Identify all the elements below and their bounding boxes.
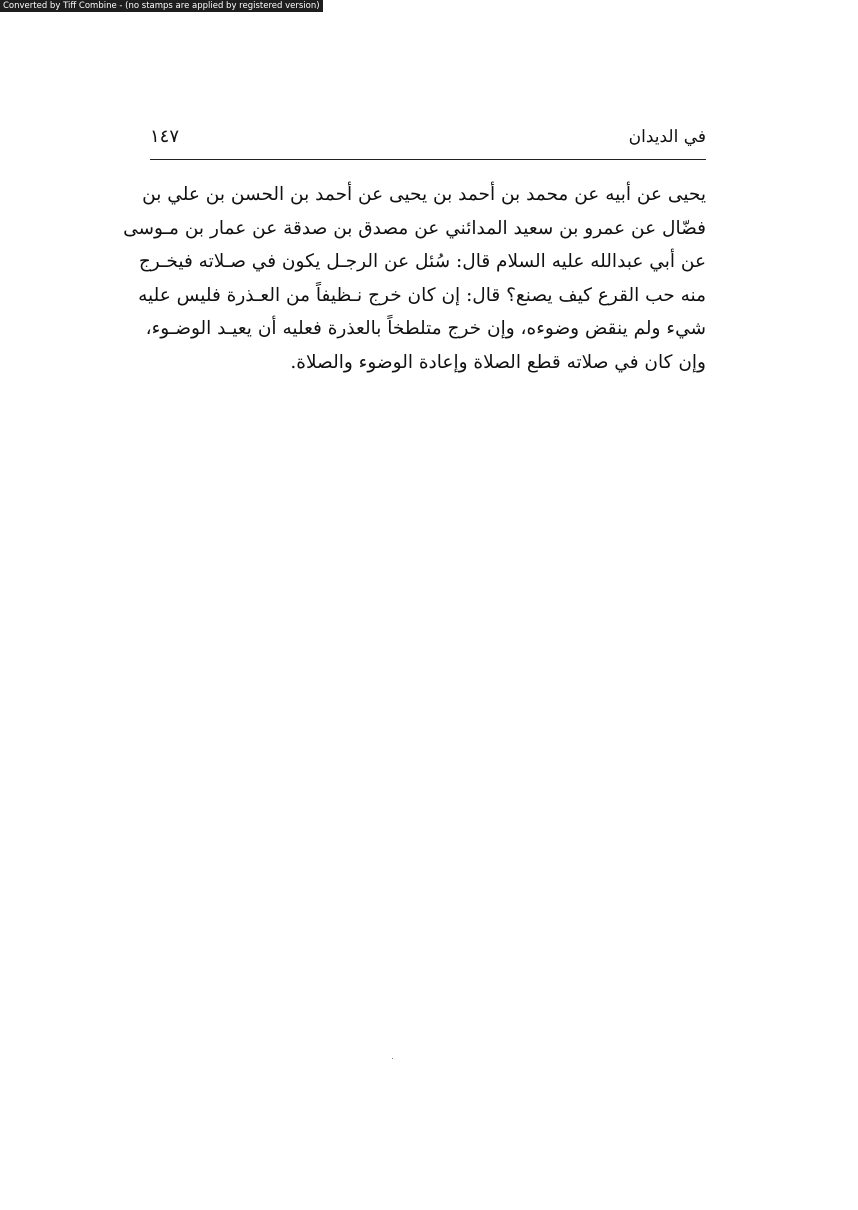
text-line: شيء ولم ينقض وضوءه، وإن خرج متلطخاً بالعذرة فعليه أن يعيـد الوضـوء، bbox=[145, 318, 706, 339]
page-header bbox=[150, 120, 706, 158]
page-number: ١٤٧ bbox=[150, 126, 180, 147]
body-paragraph bbox=[123, 178, 706, 379]
text-line: فضّال عن عمرو بن سعيد المدائني عن مصدق بن صدقة عن عمار بن مـوسى bbox=[123, 217, 706, 239]
scan-speck bbox=[392, 1058, 393, 1059]
conversion-stamp: Converted by Tiff Combine - (no stamps are applied by registered version) bbox=[0, 0, 323, 12]
running-title: في الديدان bbox=[628, 127, 706, 147]
header-rule bbox=[150, 159, 706, 160]
text-line: يحيى عن أبيه عن محمد بن أحمد بن يحيى عن أحمد بن الحسن بن علي بن bbox=[142, 184, 706, 205]
text-line: وإن كان في صلاته قطع الصلاة وإعادة الوضوء والصلاة. bbox=[290, 351, 706, 373]
text-line: عن أبي عبدالله عليه السلام قال: سُئل عن الرجـل يكون في صـلاته فيخـرج bbox=[138, 251, 706, 272]
text-line: منه حب القرع كيف يصنع؟ قال: إن كان خرج نـظيفاً من العـذرة فليس عليه bbox=[138, 284, 706, 306]
